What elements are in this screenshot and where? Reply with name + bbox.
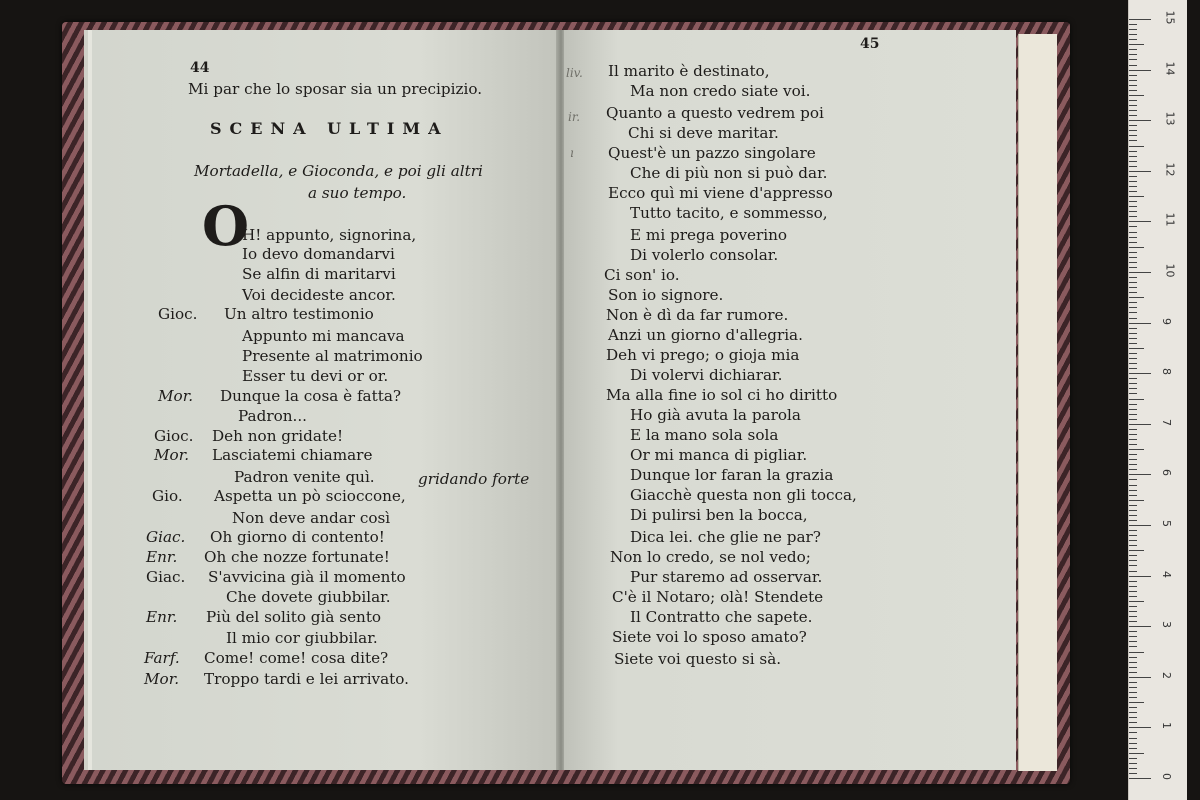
- stage-direction: a suo tempo.: [308, 184, 407, 202]
- ruler-tick: [1129, 525, 1151, 526]
- text-line: Tutto tacito, e sommesso,: [630, 204, 828, 222]
- ruler-tick: [1129, 171, 1151, 172]
- bleed-through-text: ir.: [568, 110, 581, 124]
- ruler-tick: [1129, 120, 1151, 121]
- text-line: Se alfin di maritarvi: [242, 265, 396, 283]
- text-line: Presente al matrimonio: [242, 347, 423, 365]
- ruler-minor-tick: [1129, 393, 1137, 394]
- ruler-minor-tick: [1129, 226, 1137, 227]
- bleed-through-text: liv.: [566, 66, 583, 80]
- text-line: Mi par che lo sposar sia un precipizio.: [188, 80, 483, 98]
- page-number-left: 44: [190, 60, 210, 76]
- ruler-minor-tick: [1129, 262, 1137, 263]
- ruler-minor-tick: [1129, 697, 1137, 698]
- ruler-minor-tick: [1129, 100, 1137, 101]
- ruler-minor-tick: [1129, 601, 1144, 602]
- ruler-minor-tick: [1129, 216, 1137, 217]
- ruler-label: 2: [1160, 671, 1173, 679]
- text-line: E mi prega poverino: [630, 226, 788, 244]
- ruler-minor-tick: [1129, 363, 1137, 364]
- ruler-tick: [1129, 576, 1151, 577]
- ruler-minor-tick: [1129, 682, 1137, 683]
- ruler-minor-tick: [1129, 469, 1137, 470]
- ruler-minor-tick: [1129, 738, 1137, 739]
- ruler-label: 7: [1160, 418, 1173, 426]
- ruler-minor-tick: [1129, 353, 1137, 354]
- ruler-tick: [1129, 323, 1151, 324]
- ruler-minor-tick: [1129, 621, 1137, 622]
- text-line: Non deve andar così: [232, 509, 391, 527]
- ruler-minor-tick: [1129, 237, 1137, 238]
- text-line: H! appunto, signorina,: [242, 226, 417, 244]
- ruler-minor-tick: [1129, 125, 1137, 126]
- ruler-minor-tick: [1129, 479, 1137, 480]
- text-line: Ci son' io.: [604, 266, 680, 284]
- ruler-minor-tick: [1129, 146, 1144, 147]
- ruler-minor-tick: [1129, 302, 1137, 303]
- ruler-minor-tick: [1129, 540, 1137, 541]
- ruler-minor-tick: [1129, 500, 1144, 501]
- ruler-minor-tick: [1129, 343, 1137, 344]
- ruler-minor-tick: [1129, 530, 1137, 531]
- speaker-label: Enr.: [146, 548, 178, 566]
- text-line: Il marito è destinato,: [608, 62, 770, 80]
- text-line: Chi si deve maritar.: [628, 124, 779, 142]
- ruler-minor-tick: [1129, 166, 1137, 167]
- measurement-ruler: [1128, 0, 1187, 800]
- text-line: Son io signore.: [608, 286, 724, 304]
- text-line: Dunque lor faran la grazia: [630, 466, 834, 484]
- ruler-label: 12: [1163, 162, 1177, 177]
- ruler-minor-tick: [1129, 267, 1137, 268]
- ruler-minor-tick: [1129, 495, 1137, 496]
- ruler-minor-tick: [1129, 631, 1137, 632]
- ruler-minor-tick: [1129, 490, 1137, 491]
- speaker-label: Mor.: [154, 446, 190, 464]
- ruler-minor-tick: [1129, 156, 1137, 157]
- ruler-minor-tick: [1129, 115, 1137, 116]
- ruler-tick: [1129, 677, 1151, 678]
- ruler-label: 4: [1160, 570, 1173, 578]
- ruler-label: 8: [1160, 368, 1173, 376]
- ruler-minor-tick: [1129, 105, 1137, 106]
- ruler-minor-tick: [1129, 560, 1137, 561]
- ruler-tick: [1129, 626, 1151, 627]
- ruler-label: 15: [1163, 10, 1177, 25]
- ruler-minor-tick: [1129, 510, 1137, 511]
- ruler-label: 0: [1160, 773, 1173, 780]
- text-line: Anzi un giorno d'allegria.: [608, 326, 803, 344]
- text-line: Esser tu devi or or.: [242, 367, 389, 385]
- text-line: Padron...: [238, 407, 307, 425]
- right-page: [564, 30, 1016, 770]
- text-line: Ma non credo siate voi.: [630, 82, 811, 100]
- text-line: Il Contratto che sapete.: [630, 608, 813, 626]
- ruler-minor-tick: [1129, 110, 1137, 111]
- speaker-label: Giac.: [146, 568, 186, 586]
- ruler-minor-tick: [1129, 404, 1137, 405]
- ruler-minor-tick: [1129, 702, 1144, 703]
- ruler-minor-tick: [1129, 247, 1144, 248]
- text-line: Troppo tardi e lei arrivato.: [204, 670, 409, 688]
- ruler-minor-tick: [1129, 662, 1137, 663]
- ruler-minor-tick: [1129, 383, 1137, 384]
- ruler-minor-tick: [1129, 49, 1137, 50]
- ruler-minor-tick: [1129, 732, 1137, 733]
- stage-direction: gridando forte: [418, 470, 530, 488]
- ruler-label: 1: [1160, 722, 1173, 730]
- text-line: Il mio cor giubbilar.: [226, 629, 378, 647]
- ruler-minor-tick: [1129, 312, 1137, 313]
- ruler-minor-tick: [1129, 65, 1137, 66]
- ruler-minor-tick: [1129, 151, 1137, 152]
- ruler-minor-tick: [1129, 358, 1137, 359]
- text-line: Deh vi prego; o gioja mia: [606, 346, 800, 364]
- ruler-minor-tick: [1129, 641, 1137, 642]
- ruler-label: 3: [1160, 621, 1173, 629]
- ruler-label: 11: [1163, 212, 1177, 227]
- ruler-minor-tick: [1129, 95, 1144, 96]
- speaker-label: Giac.: [146, 528, 186, 546]
- text-line: Appunto mi mancava: [242, 327, 405, 345]
- text-line: Voi decideste ancor.: [242, 286, 396, 304]
- text-line: E la mano sola sola: [630, 426, 779, 444]
- text-line: Or mi manca di pigliar.: [630, 446, 808, 464]
- ruler-minor-tick: [1129, 232, 1137, 233]
- ruler-minor-tick: [1129, 191, 1137, 192]
- text-line: Dica lei. che glie ne par?: [630, 528, 821, 546]
- ruler-minor-tick: [1129, 388, 1137, 389]
- text-line: Quanto a questo vedrem poi: [606, 104, 824, 122]
- ruler-minor-tick: [1129, 763, 1137, 764]
- ruler-minor-tick: [1129, 535, 1137, 536]
- ruler-minor-tick: [1129, 409, 1137, 410]
- ruler-minor-tick: [1129, 717, 1137, 718]
- ruler-minor-tick: [1129, 368, 1137, 369]
- ruler-minor-tick: [1129, 667, 1137, 668]
- ruler-label: 9: [1160, 317, 1173, 325]
- ruler-tick: [1129, 727, 1151, 728]
- ruler-minor-tick: [1129, 54, 1137, 55]
- ruler-minor-tick: [1129, 652, 1144, 653]
- ruler-minor-tick: [1129, 646, 1137, 647]
- ruler-minor-tick: [1129, 348, 1144, 349]
- ruler-minor-tick: [1129, 687, 1137, 688]
- ruler-minor-tick: [1129, 768, 1137, 769]
- ruler-minor-tick: [1129, 333, 1137, 334]
- ruler-minor-tick: [1129, 565, 1137, 566]
- text-line: Oh che nozze fortunate!: [204, 548, 390, 566]
- ruler-minor-tick: [1129, 252, 1137, 253]
- left-page: [92, 30, 558, 770]
- ruler-label: 14: [1163, 61, 1177, 76]
- text-line: Non lo credo, se nol vedo;: [610, 548, 811, 566]
- ruler-minor-tick: [1129, 545, 1137, 546]
- speaker-label: Mor.: [158, 387, 194, 405]
- ruler-minor-tick: [1129, 515, 1137, 516]
- ruler-minor-tick: [1129, 454, 1137, 455]
- text-line: C'è il Notaro; olà! Stendete: [612, 588, 824, 606]
- text-line: Di pulirsi ben la bocca,: [630, 506, 808, 524]
- ruler-minor-tick: [1129, 176, 1137, 177]
- text-line: Giacchè questa non gli tocca,: [630, 486, 857, 504]
- ruler-minor-tick: [1129, 657, 1137, 658]
- ruler-minor-tick: [1129, 24, 1137, 25]
- text-line: Oh giorno di contento!: [210, 528, 385, 546]
- flyleaf: [1018, 34, 1057, 771]
- ruler-minor-tick: [1129, 753, 1144, 754]
- ruler-minor-tick: [1129, 378, 1137, 379]
- text-line: Deh non gridate!: [212, 427, 344, 445]
- ruler-minor-tick: [1129, 571, 1137, 572]
- ruler-minor-tick: [1129, 616, 1137, 617]
- text-line: Quest'è un pazzo singolare: [608, 144, 816, 162]
- ruler-minor-tick: [1129, 287, 1137, 288]
- ruler-minor-tick: [1129, 181, 1137, 182]
- text-line: Aspetta un pò scioccone,: [214, 487, 406, 505]
- ruler-minor-tick: [1129, 419, 1137, 420]
- text-line: Pur staremo ad osservar.: [630, 568, 823, 586]
- ruler-minor-tick: [1129, 201, 1137, 202]
- text-line: Ho già avuta la parola: [630, 406, 801, 424]
- ruler-minor-tick: [1129, 292, 1137, 293]
- ruler-tick: [1129, 373, 1151, 374]
- speaker-label: Gio.: [152, 487, 183, 505]
- ruler-label: 10: [1163, 263, 1177, 278]
- ruler-minor-tick: [1129, 591, 1137, 592]
- text-line: Più del solito già sento: [206, 608, 382, 626]
- stage-direction: Mortadella, e Gioconda, e poi gli altri: [194, 162, 483, 180]
- ruler-label: 13: [1163, 111, 1177, 126]
- page-number-right: 45: [860, 36, 880, 52]
- ruler-minor-tick: [1129, 707, 1137, 708]
- ruler-minor-tick: [1129, 434, 1137, 435]
- drop-cap: O: [202, 194, 250, 258]
- ruler-minor-tick: [1129, 39, 1137, 40]
- ruler-tick: [1129, 474, 1151, 475]
- ruler-minor-tick: [1129, 211, 1137, 212]
- ruler-minor-tick: [1129, 596, 1137, 597]
- ruler-minor-tick: [1129, 611, 1137, 612]
- ruler-minor-tick: [1129, 338, 1137, 339]
- ruler-minor-tick: [1129, 206, 1137, 207]
- ruler-minor-tick: [1129, 581, 1137, 582]
- ruler-minor-tick: [1129, 75, 1137, 76]
- ruler-minor-tick: [1129, 34, 1137, 35]
- ruler-minor-tick: [1129, 712, 1137, 713]
- text-line: S'avvicina già il momento: [208, 568, 406, 586]
- ruler-minor-tick: [1129, 550, 1144, 551]
- text-line: Siete voi lo sposo amato?: [612, 628, 807, 646]
- ruler-label: 6: [1160, 469, 1173, 477]
- ruler-minor-tick: [1129, 464, 1137, 465]
- ruler-minor-tick: [1129, 130, 1137, 131]
- ruler-minor-tick: [1129, 80, 1137, 81]
- ruler-tick: [1129, 778, 1151, 779]
- ruler-minor-tick: [1129, 135, 1137, 136]
- speaker-label: Mor.: [144, 670, 180, 688]
- text-line: Io devo domandarvi: [242, 245, 395, 263]
- ruler-minor-tick: [1129, 449, 1144, 450]
- ruler-minor-tick: [1129, 586, 1137, 587]
- ruler-minor-tick: [1129, 90, 1137, 91]
- ruler-minor-tick: [1129, 459, 1137, 460]
- ruler-minor-tick: [1129, 555, 1137, 556]
- ruler-minor-tick: [1129, 722, 1137, 723]
- ruler-minor-tick: [1129, 328, 1137, 329]
- ruler-minor-tick: [1129, 414, 1137, 415]
- ruler-minor-tick: [1129, 429, 1137, 430]
- text-line: Ecco quì mi viene d'appresso: [608, 184, 833, 202]
- ruler-tick: [1129, 19, 1151, 20]
- ruler-minor-tick: [1129, 485, 1137, 486]
- ruler-minor-tick: [1129, 44, 1144, 45]
- ruler-minor-tick: [1129, 636, 1137, 637]
- speaker-label: Enr.: [146, 608, 178, 626]
- text-line: Un altro testimonio: [224, 305, 374, 323]
- ruler-minor-tick: [1129, 277, 1137, 278]
- ruler-minor-tick: [1129, 85, 1137, 86]
- ruler-minor-tick: [1129, 606, 1137, 607]
- ruler-minor-tick: [1129, 318, 1137, 319]
- ruler-minor-tick: [1129, 399, 1144, 400]
- text-line: Lasciatemi chiamare: [212, 446, 373, 464]
- bleed-through-text: ı: [570, 146, 574, 160]
- ruler-minor-tick: [1129, 520, 1137, 521]
- ruler-minor-tick: [1129, 59, 1137, 60]
- text-line: Come! come! cosa dite?: [204, 649, 389, 667]
- text-line: Padron venite quì.: [234, 468, 375, 486]
- ruler-tick: [1129, 424, 1151, 425]
- ruler-minor-tick: [1129, 257, 1137, 258]
- ruler-minor-tick: [1129, 758, 1137, 759]
- ruler-minor-tick: [1129, 773, 1137, 774]
- text-line: Dunque la cosa è fatta?: [220, 387, 402, 405]
- ruler-minor-tick: [1129, 307, 1137, 308]
- speaker-label: Farf.: [144, 649, 180, 667]
- ruler-minor-tick: [1129, 29, 1137, 30]
- ruler-tick: [1129, 272, 1151, 273]
- text-line: Ma alla fine io sol ci ho diritto: [606, 386, 838, 404]
- ruler-tick: [1129, 221, 1151, 222]
- text-line: Che dovete giubbilar.: [226, 588, 391, 606]
- text-line: Di volerlo consolar.: [630, 246, 779, 264]
- ruler-minor-tick: [1129, 672, 1137, 673]
- ruler-label: 5: [1160, 520, 1173, 527]
- ruler-minor-tick: [1129, 748, 1137, 749]
- text-line: Di volervi dichiarar.: [630, 366, 783, 384]
- ruler-minor-tick: [1129, 242, 1137, 243]
- ruler-minor-tick: [1129, 196, 1144, 197]
- ruler-minor-tick: [1129, 297, 1144, 298]
- ruler-minor-tick: [1129, 505, 1137, 506]
- ruler-minor-tick: [1129, 444, 1137, 445]
- ruler-minor-tick: [1129, 743, 1137, 744]
- text-line: Che di più non si può dar.: [630, 164, 828, 182]
- speaker-label: Gioc.: [154, 427, 194, 445]
- speaker-label: Gioc.: [158, 305, 198, 323]
- ruler-tick: [1129, 70, 1151, 71]
- ruler-minor-tick: [1129, 140, 1137, 141]
- ruler-minor-tick: [1129, 161, 1137, 162]
- text-line: Non è dì da far rumore.: [606, 306, 789, 324]
- text-line: Siete voi questo si sà.: [614, 650, 782, 668]
- scene-heading: SCENA ULTIMA: [210, 119, 449, 138]
- ruler-minor-tick: [1129, 439, 1137, 440]
- ruler-minor-tick: [1129, 186, 1137, 187]
- ruler-minor-tick: [1129, 282, 1137, 283]
- ruler-minor-tick: [1129, 692, 1137, 693]
